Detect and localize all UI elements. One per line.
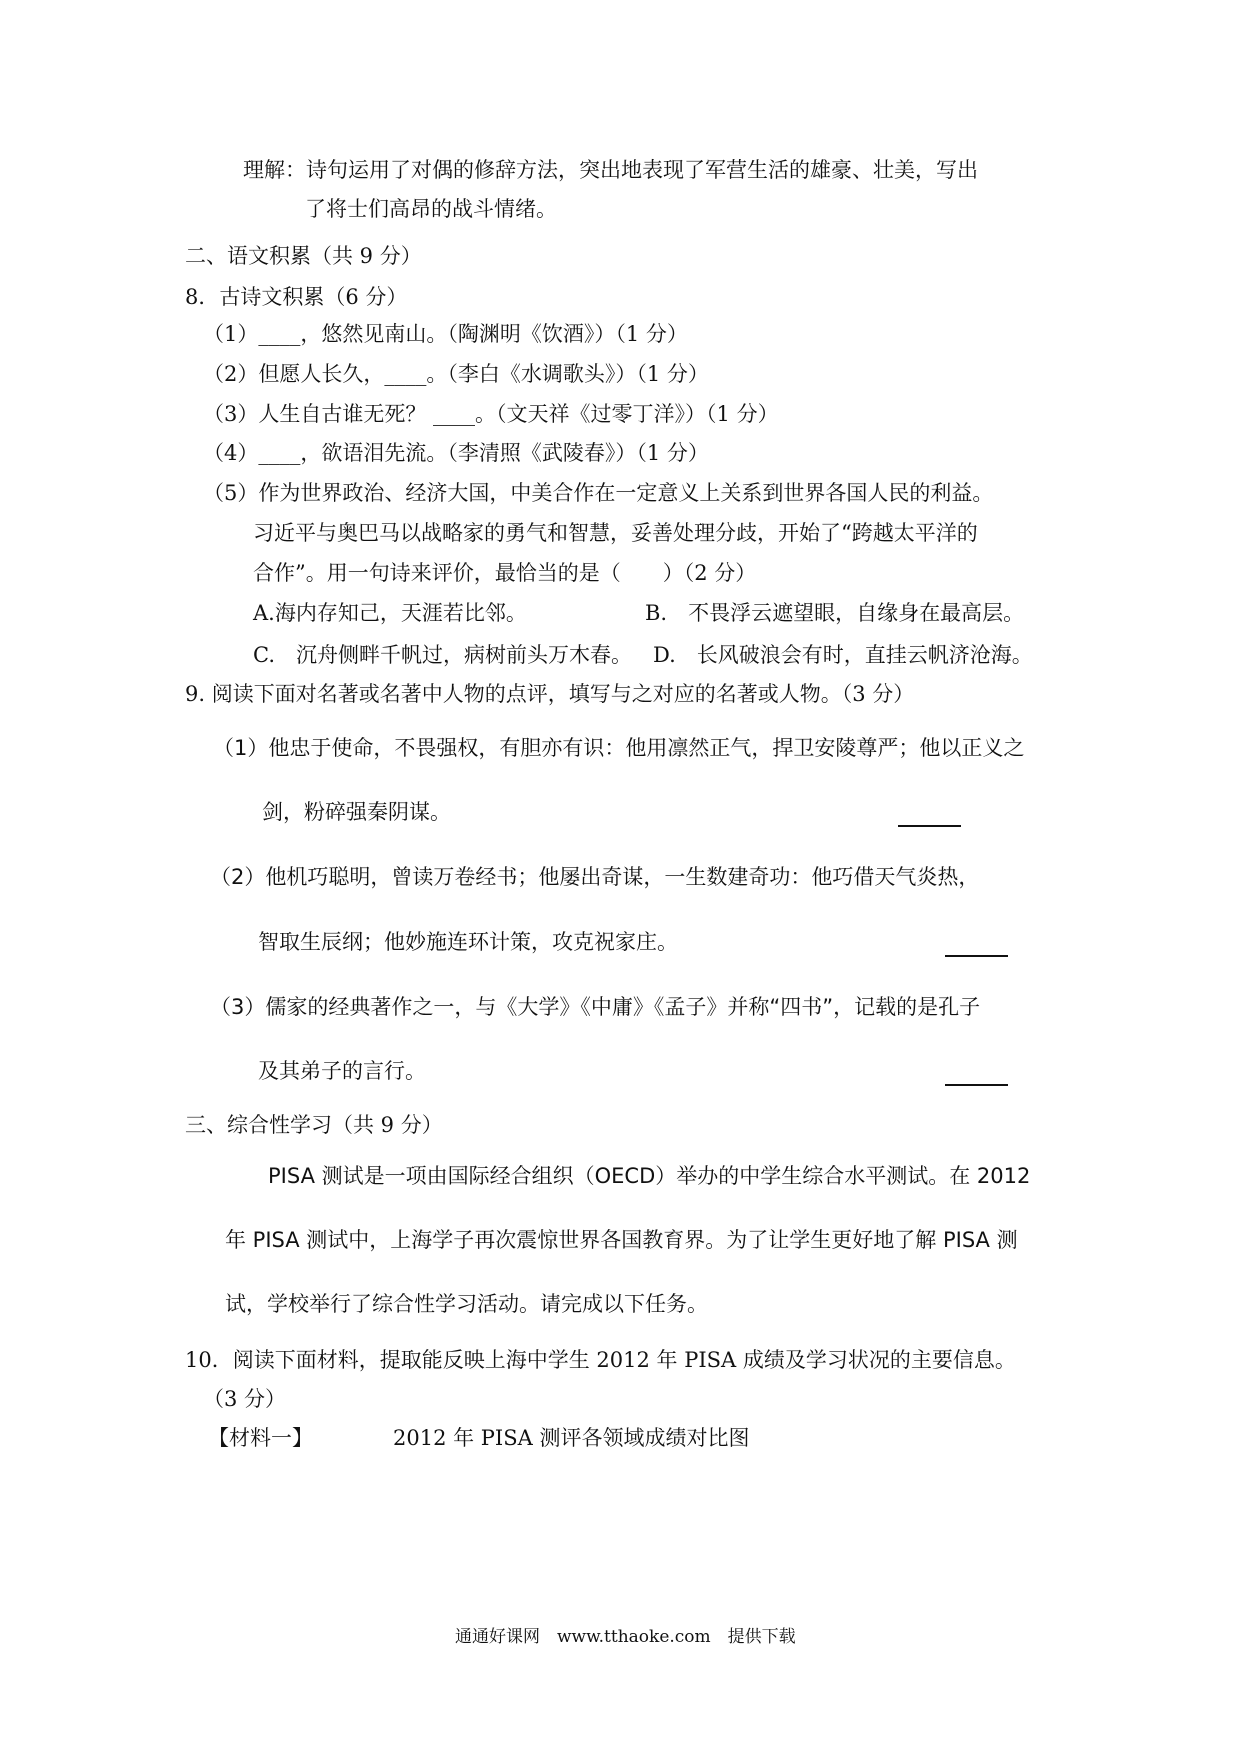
question-8-title: 8．古诗文积累（6 分） <box>185 285 408 309</box>
question-8-item-4: （4）____，欲语泪先流。（李清照《武陵春》）（1 分） <box>203 441 709 465</box>
question-8-item-2: （2）但愿人长久，____。（李白《水调歌头》）（1 分） <box>203 362 709 386</box>
page-footer: 通通好课网 www.tthaoke.com 提供下载 <box>455 1627 796 1647</box>
question-9-title: 9. 阅读下面对名著或名著中人物的点评，填写与之对应的名著或人物。（3 分） <box>185 682 915 706</box>
intro-line-1: PISA 测试是一项由国际经合组织（OECD）举办的中学生综合水平测试。在 2012 <box>268 1164 1031 1188</box>
option-c: C. 沉舟侧畔千帆过，病树前头万木春。 <box>253 643 632 667</box>
question-10-line-1: 10．阅读下面材料，提取能反映上海中学生 2012 年 PISA 成绩及学习状况的主要信息。 <box>185 1348 1016 1372</box>
question-8-item-3: （3）人生自古谁无死？ ____。（文天祥《过零丁洋》）（1 分） <box>203 402 779 426</box>
option-d: D. 长风破浪会有时，直挂云帆济沧海。 <box>653 643 1033 667</box>
question-9-item-2-line-1: （2）他机巧聪明，曾读万卷经书；他屡出奇谋，一生数建奇功：他巧借天气炎热， <box>210 865 980 889</box>
question-8-item-1: （1）____，悠然见南山。（陶渊明《饮酒》）（1 分） <box>203 322 688 346</box>
question-9-item-1-line-2: 剑，粉碎强秦阴谋。 <box>262 800 451 824</box>
option-a: A.海内存知己，天涯若比邻。 <box>253 601 527 625</box>
question-10-line-2: （3 分） <box>203 1387 287 1411</box>
answer-blank-2[interactable] <box>945 955 1008 957</box>
option-b: B. 不畏浮云遮望眼，自缘身在最高层。 <box>645 601 1025 625</box>
question-9-item-3-line-1: （3）儒家的经典著作之一，与《大学》《中庸》《孟子》并称“四书”，记载的是孔子 <box>210 995 981 1019</box>
material-title: 2012 年 PISA 测评各领域成绩对比图 <box>393 1426 750 1450</box>
intro-line-3: 试，学校举行了综合性学习活动。请完成以下任务。 <box>225 1292 708 1316</box>
understanding-line-2: 了将士们高昂的战斗情绪。 <box>305 197 557 221</box>
material-label: 【材料一】 <box>208 1426 313 1450</box>
question-9-item-3-line-2: 及其弟子的言行。 <box>258 1059 426 1083</box>
question-9-item-1-line-1: （1）他忠于使命，不畏强权，有胆亦有识：他用凛然正气，捍卫安陵尊严；他以正义之 <box>213 736 1025 760</box>
section-3-heading: 三、综合性学习（共 9 分） <box>185 1113 443 1137</box>
question-8-item-5-line-1: （5）作为世界政治、经济大国，中美合作在一定意义上关系到世界各国人民的利益。 <box>203 481 994 505</box>
answer-blank-3[interactable] <box>945 1084 1008 1086</box>
answer-blank-1[interactable] <box>898 825 961 827</box>
section-2-heading: 二、语文积累（共 9 分） <box>185 244 422 268</box>
question-8-item-5-line-2: 习近平与奥巴马以战略家的勇气和智慧，妥善处理分歧，开始了“跨越太平洋的 <box>253 521 978 545</box>
intro-line-2: 年 PISA 测试中，上海学子再次震惊世界各国教育界。为了让学生更好地了解 PISA 测 <box>225 1228 1018 1252</box>
understanding-line-1: 理解：诗句运用了对偶的修辞方法，突出地表现了军营生活的雄豪、壮美，写出 <box>243 158 978 182</box>
question-8-item-5-line-3: 合作”。用一句诗来评价，最恰当的是（ ）（2 分） <box>253 561 757 585</box>
question-9-item-2-line-2: 智取生辰纲；他妙施连环计策，攻克祝家庄。 <box>258 930 678 954</box>
